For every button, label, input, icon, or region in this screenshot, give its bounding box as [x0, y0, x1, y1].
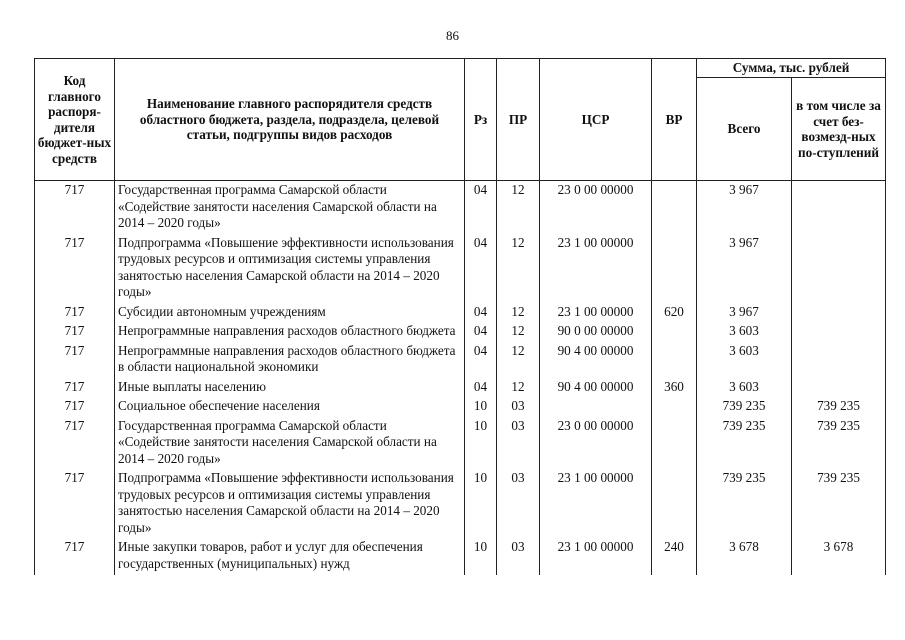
cell-code: 717	[35, 539, 115, 575]
table-body	[35, 181, 886, 576]
cell-name: Государственная программа Самарской области «Содействие занятости населения Самарской области на 2014 – 2020 годы»	[115, 181, 465, 235]
cell-code: 717	[35, 323, 115, 343]
cell-rz: 10	[465, 398, 497, 418]
header-csr: ЦСР	[540, 59, 652, 181]
cell-incl: 739 235	[792, 418, 886, 471]
cell-pr: 12	[497, 181, 540, 235]
cell-name: Социальное обеспечение населения	[115, 398, 465, 418]
cell-csr	[540, 398, 652, 418]
table-row	[35, 181, 886, 235]
cell-rz: 10	[465, 539, 497, 575]
cell-pr: 03	[497, 539, 540, 575]
table-row	[35, 235, 886, 304]
cell-pr: 12	[497, 235, 540, 304]
cell-name: Подпрограмма «Повышение эффективности использования трудовых ресурсов и оптимизация системы управления занятостью населения Самарской области на 2014 – 2020 годы»	[115, 235, 465, 304]
table-row	[35, 398, 886, 418]
cell-rz: 10	[465, 470, 497, 539]
cell-name: Иные выплаты населению	[115, 379, 465, 399]
cell-incl	[792, 343, 886, 379]
table-row	[35, 343, 886, 379]
cell-vr	[652, 418, 697, 471]
cell-rz: 04	[465, 181, 497, 235]
cell-vr	[652, 470, 697, 539]
cell-pr: 03	[497, 470, 540, 539]
cell-name: Непрограммные направления расходов областного бюджета в области национальной экономики	[115, 343, 465, 379]
cell-vr: 620	[652, 304, 697, 324]
header-name: Наименование главного распорядителя средств областного бюджета, раздела, подраздела, целевой статьи, подгруппы видов расходов	[115, 59, 465, 181]
table-row	[35, 323, 886, 343]
page-number: 86	[446, 28, 459, 43]
header-incl: в том числе за счет без-возмезд-ных по-ступлений	[792, 78, 886, 181]
cell-pr: 12	[497, 379, 540, 399]
cell-pr: 03	[497, 398, 540, 418]
cell-rz: 10	[465, 418, 497, 471]
cell-vr	[652, 181, 697, 235]
cell-total: 739 235	[697, 398, 792, 418]
cell-csr: 90 4 00 00000	[540, 379, 652, 399]
cell-rz: 04	[465, 235, 497, 304]
cell-incl: 739 235	[792, 470, 886, 539]
cell-code: 717	[35, 304, 115, 324]
cell-total: 3 678	[697, 539, 792, 575]
table-row	[35, 470, 886, 539]
cell-csr: 23 1 00 00000	[540, 539, 652, 575]
cell-vr: 240	[652, 539, 697, 575]
header-pr: ПР	[497, 59, 540, 181]
cell-code: 717	[35, 343, 115, 379]
cell-name: Подпрограмма «Повышение эффективности использования трудовых ресурсов и оптимизация системы управления занятостью населения Самарской области на 2014 – 2020 годы»	[115, 470, 465, 539]
cell-code: 717	[35, 181, 115, 235]
cell-csr: 23 1 00 00000	[540, 235, 652, 304]
cell-total: 3 967	[697, 235, 792, 304]
cell-pr: 03	[497, 418, 540, 471]
cell-incl	[792, 235, 886, 304]
table-row	[35, 304, 886, 324]
cell-code: 717	[35, 418, 115, 471]
cell-rz: 04	[465, 343, 497, 379]
header-vr: ВР	[652, 59, 697, 181]
cell-csr: 23 0 00 00000	[540, 418, 652, 471]
cell-pr: 12	[497, 304, 540, 324]
cell-pr: 12	[497, 323, 540, 343]
header-sum-group: Сумма, тыс. рублей	[697, 59, 886, 78]
cell-incl	[792, 379, 886, 399]
cell-name: Субсидии автономным учреждениям	[115, 304, 465, 324]
cell-vr	[652, 398, 697, 418]
header-total: Всего	[697, 78, 792, 181]
cell-vr	[652, 343, 697, 379]
cell-incl: 3 678	[792, 539, 886, 575]
cell-rz: 04	[465, 323, 497, 343]
cell-name: Государственная программа Самарской области «Содействие занятости населения Самарской области на 2014 – 2020 годы»	[115, 418, 465, 471]
cell-total: 739 235	[697, 470, 792, 539]
cell-total: 3 603	[697, 323, 792, 343]
table-row	[35, 539, 886, 575]
cell-total: 3 603	[697, 379, 792, 399]
cell-pr: 12	[497, 343, 540, 379]
cell-total: 3 967	[697, 181, 792, 235]
cell-total: 3 967	[697, 304, 792, 324]
cell-incl: 739 235	[792, 398, 886, 418]
cell-csr: 23 1 00 00000	[540, 304, 652, 324]
cell-incl	[792, 304, 886, 324]
cell-name: Непрограммные направления расходов областного бюджета	[115, 323, 465, 343]
cell-code: 717	[35, 235, 115, 304]
header-code: Код главного распоря-дителя бюджет-ных средств	[35, 59, 115, 181]
cell-code: 717	[35, 398, 115, 418]
cell-rz: 04	[465, 304, 497, 324]
cell-incl	[792, 323, 886, 343]
table-row	[35, 379, 886, 399]
budget-table	[34, 58, 886, 575]
cell-total: 3 603	[697, 343, 792, 379]
cell-incl	[792, 181, 886, 235]
cell-vr	[652, 235, 697, 304]
cell-csr: 90 4 00 00000	[540, 343, 652, 379]
cell-csr: 90 0 00 00000	[540, 323, 652, 343]
table-row	[35, 418, 886, 471]
cell-rz: 04	[465, 379, 497, 399]
cell-code: 717	[35, 470, 115, 539]
cell-csr: 23 1 00 00000	[540, 470, 652, 539]
cell-total: 739 235	[697, 418, 792, 471]
cell-code: 717	[35, 379, 115, 399]
cell-csr: 23 0 00 00000	[540, 181, 652, 235]
cell-vr: 360	[652, 379, 697, 399]
cell-vr	[652, 323, 697, 343]
table-header	[35, 59, 886, 181]
cell-name: Иные закупки товаров, работ и услуг для обеспечения государственных (муниципальных) нужд	[115, 539, 465, 575]
header-rz: Рз	[465, 59, 497, 181]
